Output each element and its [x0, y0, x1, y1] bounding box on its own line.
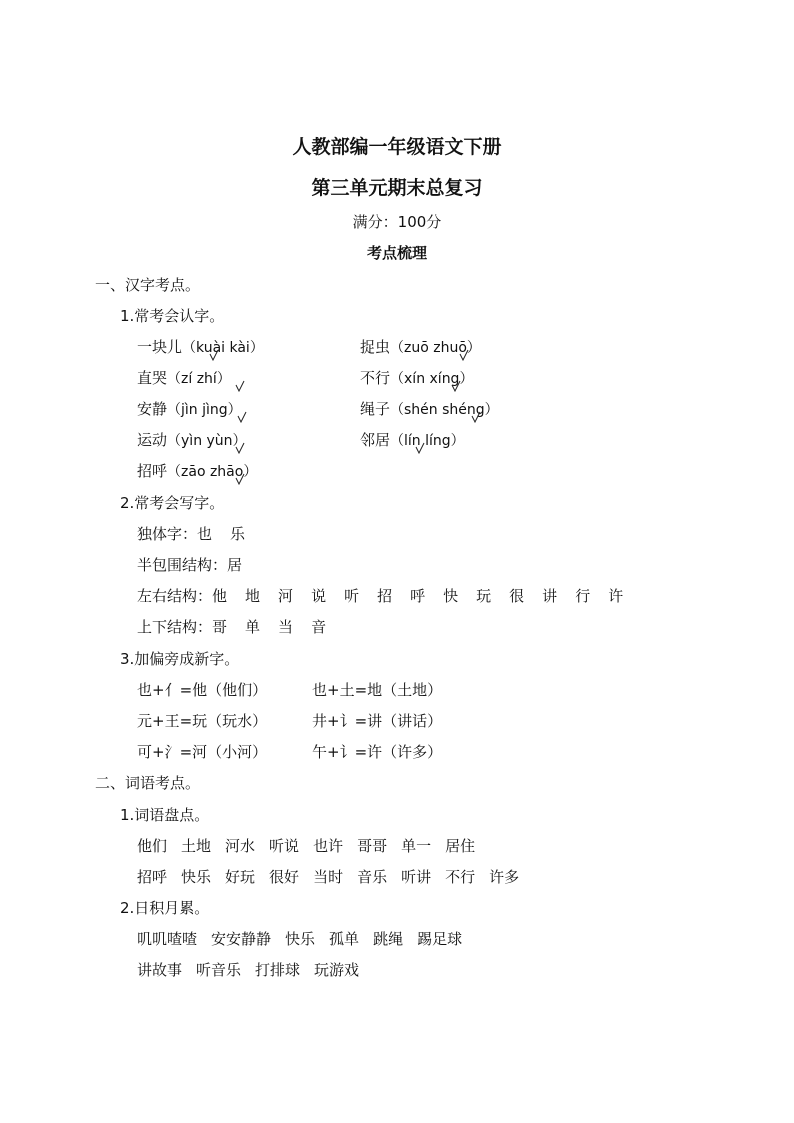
radical-item: 也+土=地（土地）	[312, 681, 443, 699]
page-subtitle: 第三单元期末总复习	[311, 177, 483, 199]
part2-sub2-heading: 2.日积月累。	[120, 899, 210, 917]
pinyin-item: 招呼（zāo zhāo）	[137, 462, 258, 480]
checkmark-icon	[451, 380, 461, 392]
pinyin-item: 邻居（lín líng）	[360, 431, 465, 449]
checkmark-icon	[235, 380, 245, 392]
checkmark-icon	[459, 349, 469, 361]
pinyin-item: 安静（jìn jìng）	[137, 400, 242, 418]
part1-sub2-heading: 2.常考会写字。	[120, 494, 225, 512]
pinyin-item: 直哭（zí zhí）	[137, 369, 231, 387]
pinyin-item: 不行（xín xíng）	[360, 369, 474, 387]
char-row: 左右结构：他 地 河 说 听 招 呼 快 玩 很 讲 行 许	[137, 587, 624, 605]
part1-sub1-heading: 1.常考会认字。	[120, 307, 225, 325]
pinyin-item: 一块儿（kuài kài）	[137, 338, 264, 356]
section-title: 考点梳理	[366, 244, 427, 262]
pinyin-item: 捉虫（zuō zhuō）	[360, 338, 481, 356]
part1-sub3-heading: 3.加偏旁成新字。	[120, 650, 240, 668]
word-row: 招呼 快乐 好玩 很好 当时 音乐 听讲 不行 许多	[137, 868, 520, 886]
word-row: 他们 土地 河水 听说 也许 哥哥 单一 居住	[137, 837, 476, 855]
pinyin-item: 绳子（shén shéng）	[360, 400, 499, 418]
radical-item: 元+王=玩（玩水）	[137, 712, 268, 730]
radical-item: 井+讠=讲（讲话）	[312, 712, 443, 730]
checkmark-icon	[471, 411, 481, 423]
word-row: 叽叽喳喳 安安静静 快乐 孤单 跳绳 踢足球	[137, 930, 463, 948]
pinyin-item: 运动（yìn yùn）	[137, 431, 247, 449]
page-title: 人教部编一年级语文下册	[292, 136, 502, 158]
radical-item: 午+讠=许（许多）	[312, 743, 443, 761]
checkmark-icon	[209, 349, 219, 361]
radical-item: 可+氵=河（小河）	[137, 743, 268, 761]
char-row: 上下结构：哥 单 当 音	[137, 618, 327, 636]
checkmark-icon	[237, 411, 247, 423]
checkmark-icon	[235, 473, 245, 485]
part2-sub1-heading: 1.词语盘点。	[120, 806, 210, 824]
checkmark-icon	[415, 442, 425, 454]
checkmark-icon	[235, 442, 245, 454]
part1-heading: 一、汉字考点。	[95, 276, 201, 294]
char-row: 半包围结构：居	[137, 556, 243, 574]
radical-item: 也+亻=他（他们）	[137, 681, 268, 699]
part2-heading: 二、词语考点。	[95, 774, 201, 792]
score-line: 满分：100分	[352, 213, 442, 231]
char-row: 独体字：也 乐	[137, 525, 246, 543]
word-row: 讲故事 听音乐 打排球 玩游戏	[137, 961, 360, 979]
